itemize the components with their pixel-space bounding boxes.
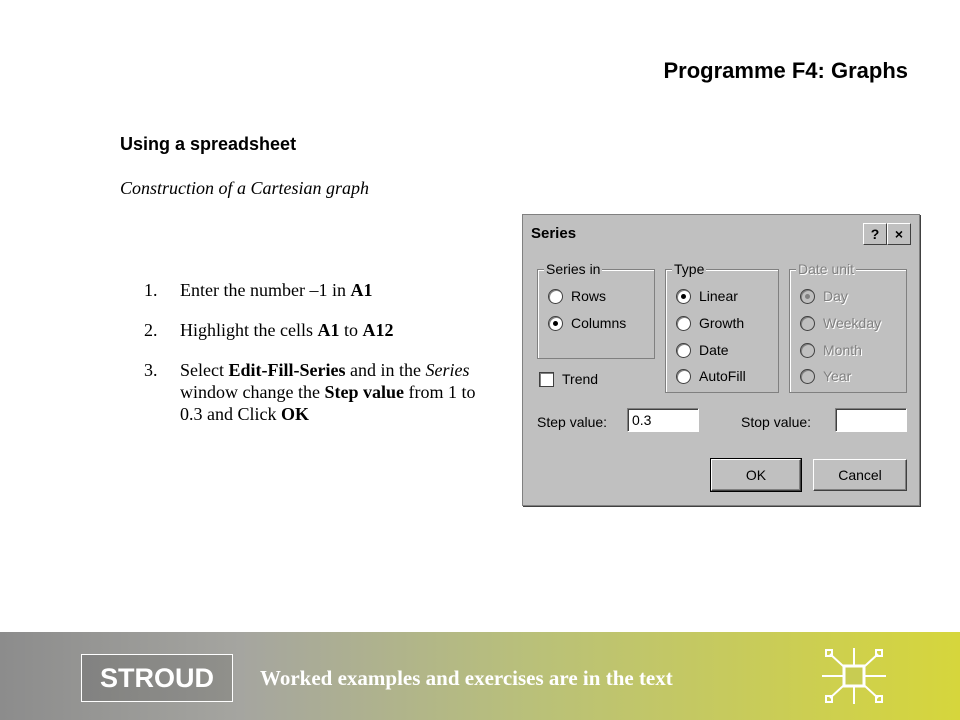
step-value-label: Step value:: [537, 414, 608, 430]
radio-button: [800, 289, 815, 304]
radio-button[interactable]: [676, 343, 691, 358]
close-icon: ×: [894, 226, 904, 242]
trend-checkbox[interactable]: [539, 372, 554, 387]
radio-label: Date: [699, 342, 729, 358]
step-item: [144, 359, 484, 425]
step-text: Highlight the cells A1 to A12: [180, 320, 394, 340]
footer-tagline: Worked examples and exercises are in the text: [260, 666, 673, 690]
date-unit-group: [789, 261, 907, 393]
radio-label: Growth: [699, 315, 745, 331]
radio-button[interactable]: [676, 289, 691, 304]
step-item: [144, 279, 484, 301]
step-text: Enter the number –1 in A1: [180, 280, 373, 300]
cancel-button[interactable]: Cancel: [813, 459, 907, 491]
network-icon: [816, 644, 892, 708]
radio-autofill[interactable]: [676, 368, 746, 384]
section-heading: Using a spreadsheet: [120, 134, 297, 154]
series-in-legend: Series in: [546, 261, 601, 277]
radio-button[interactable]: [548, 316, 563, 331]
trend-checkbox-row[interactable]: [539, 371, 598, 387]
type-group: [665, 261, 779, 393]
help-button[interactable]: ?: [863, 223, 887, 245]
type-legend: Type: [674, 261, 705, 277]
steps-list: [144, 279, 484, 443]
trend-label: Trend: [562, 371, 599, 387]
radio-button[interactable]: [676, 316, 691, 331]
stop-value-label: Stop value:: [741, 414, 812, 430]
series-dialog: [522, 214, 920, 506]
radio-label: Weekday: [823, 315, 882, 331]
radio-rows[interactable]: [548, 288, 606, 304]
date-unit-legend: Date unit: [798, 261, 855, 277]
radio-columns[interactable]: [548, 315, 626, 331]
step-number: 3.: [144, 360, 158, 380]
radio-label: AutoFill: [699, 368, 746, 384]
page-title: Programme F4: Graphs: [663, 58, 908, 83]
brand-logo: STROUD: [81, 654, 233, 702]
radio-growth[interactable]: [676, 315, 744, 331]
radio-button[interactable]: [676, 369, 691, 384]
dialog-titlebar[interactable]: [527, 219, 915, 249]
section-subtitle: Construction of a Cartesian graph: [120, 178, 370, 198]
step-text: Select Edit-Fill-Series and in the Series window change the Step value from 1 to 0.3 and Click OK: [180, 360, 476, 424]
dialog-title: Series: [531, 225, 577, 242]
radio-button: [800, 316, 815, 331]
radio-label: Month: [823, 342, 862, 358]
close-button[interactable]: [887, 223, 911, 245]
radio-weekday: [800, 315, 881, 331]
series-in-group: [537, 261, 655, 359]
radio-month: [800, 342, 862, 358]
radio-linear[interactable]: [676, 288, 738, 304]
radio-button: [800, 369, 815, 384]
step-number: 1.: [144, 280, 158, 300]
radio-date[interactable]: [676, 342, 729, 358]
step-number: 2.: [144, 320, 158, 340]
step-value-input[interactable]: [627, 408, 699, 432]
radio-label: Columns: [571, 315, 627, 331]
radio-year: [800, 368, 851, 384]
radio-label: Day: [823, 288, 848, 304]
step-item: [144, 319, 484, 341]
footer-bar: [0, 632, 960, 720]
radio-label: Year: [823, 368, 852, 384]
ok-button[interactable]: OK: [711, 459, 801, 491]
radio-label: Rows: [571, 288, 607, 304]
radio-day: [800, 288, 848, 304]
radio-button[interactable]: [548, 289, 563, 304]
stop-value-input[interactable]: [835, 408, 907, 432]
radio-button: [800, 343, 815, 358]
radio-label: Linear: [699, 288, 738, 304]
